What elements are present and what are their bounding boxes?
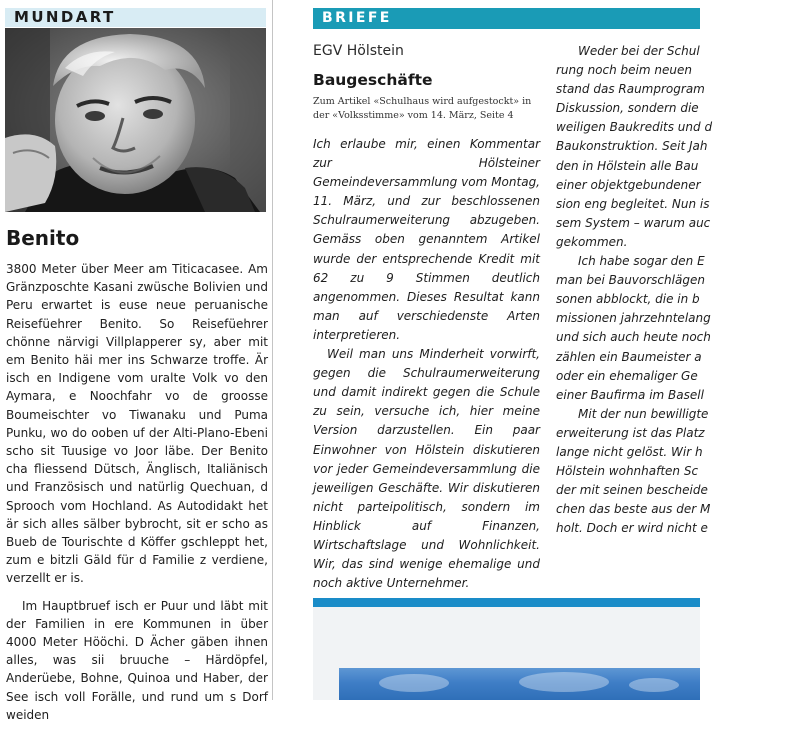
author-portrait-photo bbox=[5, 28, 266, 212]
column-author-name: Benito bbox=[6, 226, 80, 250]
letter-column-2-line: gekommen. bbox=[556, 234, 628, 249]
letter-column-2-line: Baukonstruktion. Seit Jah bbox=[556, 139, 708, 154]
letter-column-2-line: Hölstein wohnhaften Sc bbox=[556, 464, 699, 479]
letter-column-2 bbox=[556, 42, 713, 572]
letter-column-2-line: man bei Bauvorschlägen bbox=[556, 273, 705, 288]
letter-text bbox=[313, 135, 540, 593]
mundart-column bbox=[0, 0, 272, 722]
letter-paragraph: Weil man uns Minderheit vorwirft, gegen die Schulraumerweiterung und damit indirekt gegen die Schule zu sein, versuche ich, hier meine Version darzustellen. Ein paar Einwohner von Hölstein diskutieren vor jeder Gemeindeversammlung die jeweiligen Geschäfte. Wir diskutieren nicht parteipolitisch, sondern im Hinblick auf Finanzen, Wirtschaftslage und Wohnlichkeit. Wir, das sind wenige ehemalige und noch aktive Unternehmer. bbox=[313, 347, 540, 591]
section-label-mundart: MUNDART bbox=[5, 8, 266, 27]
mundart-paragraph: 3800 Meter über Meer am Titicacasee. Am Gränzposchte Kasani zwüsche Bolivien und Peru erwartet is euse neue peruanische Reisefüehrer Benito. So Reisefüehrer chönne närvigi Villplapperer sy, aber mit em Benito häi mer ins Schwarze troffe. Är isch en Indigene vom uralte Volk vo den Aymara, e Noochfahr vo de groosse Boumeischter vo Tiwanaku und Puma Punku, wo do ooben uf der Alti-Plano-Ebeni scho sit Tuusige vo Joor läbe. Der Benito cha fliessend Dütsch, Änglisch, Italiänisch und Französisch und natürlig Quechuan, d Sprooch vom Hochland. As Autodidakt het är sich alles sälber bybrocht, sit er scho as Bueb de Tourischte d Köffer gschleppt het, zum e bitzli Gäld für d Familie z verdiene, verzellt er is. bbox=[6, 262, 268, 586]
letter-column-2-line: und sich auch heute noch bbox=[556, 330, 711, 345]
letter-column-2-line: missionen jahrzehntelang bbox=[556, 311, 711, 326]
letter-column-2-line: der mit seinen bescheide bbox=[556, 483, 708, 498]
letter-column-2-line: einer objektgebundener bbox=[556, 177, 701, 192]
landscape-photo bbox=[339, 668, 700, 700]
letter-column-2-line: weiligen Baukredits und d bbox=[556, 120, 713, 135]
letter-column-2-line: sem System – warum auc bbox=[556, 215, 711, 230]
mundart-article-text bbox=[6, 260, 268, 733]
letter-column-2-line: einer Baufirma im Basell bbox=[556, 387, 704, 402]
section-rule bbox=[313, 598, 700, 607]
letter-author: EGV Hölstein bbox=[313, 43, 404, 59]
letter-column-2-line: holt. Doch er wird nicht e bbox=[556, 521, 708, 536]
letter-title: Baugeschäfte bbox=[313, 71, 433, 89]
letter-column-2-line: Ich habe sogar den E bbox=[578, 254, 705, 269]
article-reference: Zum Artikel «Schulhaus wird aufgestockt» in der «Volksstimme» vom 14. März, Seite 4 bbox=[313, 96, 532, 121]
mundart-paragraph: Im Hauptbruef isch er Puur und läbt mit der Familien in ere Kommunen in über 4000 Meter Hööchi. D Ächer gäben ihnen alles, was sii bruuche – Härdöpfel, Anderüebe, Bohne, Quinoa und Haber, der See isch voll Forälle, und rund um s Dorf weiden bbox=[6, 598, 268, 722]
letter-column-2-line: rung noch beim neuen bbox=[556, 63, 692, 78]
letter-column-2-line: sonen abblockt, die in b bbox=[556, 292, 700, 307]
letter-column-2-line: zählen ein Baumeister a bbox=[556, 349, 702, 364]
letter-column-2-line: Diskussion, sondern die bbox=[556, 101, 699, 116]
letter-paragraph: Ich erlaube mir, einen Kommentar zur Hölsteiner Gemeindeversammlung vom Montag, 11. März, und zur beschlossenen Schulraumerweiterung abzugeben. Gemäss oben genanntem Artikel wurde der entsprechende Kredit mit 62 zu 9 Stimmen deutlich angenommen. Dieses Resultat kann man auf verschiedenste Arten interpretieren. bbox=[313, 137, 540, 342]
letter-column-2-line: den in Hölstein alle Bau bbox=[556, 158, 699, 173]
letter-column-2-line: oder ein ehemaliger Ge bbox=[556, 368, 698, 383]
letter-column-1 bbox=[313, 40, 540, 593]
letter-column-2-line: Mit der nun bewilligte bbox=[578, 406, 709, 421]
letter-column-2-text bbox=[556, 42, 786, 538]
letter-column-2-line: erweiterung ist das Platz bbox=[556, 425, 705, 440]
letter-column-2-line: stand das Raumprogram bbox=[556, 82, 705, 97]
letter-column-2-line: lange nicht gelöst. Wir h bbox=[556, 444, 703, 459]
column-divider bbox=[272, 0, 273, 700]
letter-column-2-line: chen das beste aus der M bbox=[556, 502, 711, 517]
letter-column-2-line: Weder bei der Schul bbox=[578, 44, 700, 58]
section-label-briefe: BRIEFE bbox=[313, 8, 700, 29]
letter-column-2-line: sion eng begleitet. Nun is bbox=[556, 196, 710, 211]
